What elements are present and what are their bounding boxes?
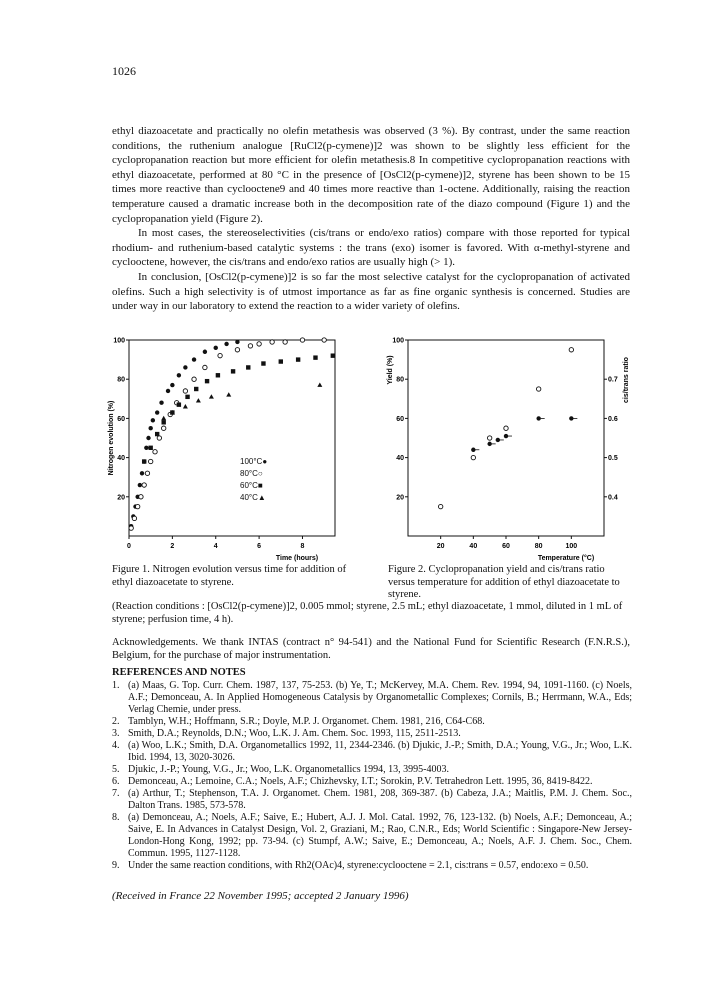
figure-2 bbox=[380, 332, 635, 570]
body-text bbox=[112, 124, 630, 314]
reference-item bbox=[112, 716, 632, 728]
data-point bbox=[132, 516, 136, 520]
reference-item bbox=[112, 764, 632, 776]
data-point bbox=[246, 365, 250, 369]
paragraph-3: In conclusion, [OsCl2(p-cymene)]2 is so far the most selective catalyst for the cyclopropanation of activated olefins. Such a high selectivity is of utmost importance as far as fine organic synthesis is concerned. Studies are under way in our laboratory to extend the reaction to a wider variety of olefins. bbox=[112, 270, 630, 313]
reference-item bbox=[112, 776, 632, 788]
data-point bbox=[144, 446, 148, 450]
reference-text: Djukic, J.-P.; Young, V.G., Jr.; Woo, L.K. Organometallics 1994, 13, 3995-4003. bbox=[128, 764, 449, 775]
reference-text: Smith, D.A.; Reynolds, D.N.; Woo, L.K. J. Am. Chem. Soc. 1993, 115, 2511-2513. bbox=[128, 728, 461, 739]
reference-text: Demonceau, A.; Lemoine, C.A.; Noels, A.F.; Chizhevsky, I.T.; Sorokin, P.V. Tetrahedron Lett. 1995, 36, 8419-8422. bbox=[128, 776, 593, 787]
page-number: 1026 bbox=[112, 64, 136, 78]
x-tick-label: 20 bbox=[436, 543, 445, 550]
y-tick-label: 80 bbox=[117, 376, 125, 384]
y2-tick-label: 0.7 bbox=[608, 376, 618, 384]
data-point bbox=[159, 401, 163, 405]
figure-2-chart bbox=[380, 332, 635, 570]
data-point bbox=[148, 426, 152, 430]
data-point bbox=[331, 353, 335, 357]
data-point bbox=[257, 342, 261, 346]
data-point bbox=[183, 389, 187, 393]
data-point bbox=[226, 392, 231, 396]
y-tick-label: 100 bbox=[113, 337, 125, 345]
x-tick-label: 8 bbox=[300, 543, 305, 550]
legend-40c: 40°C▲ bbox=[240, 493, 266, 502]
data-point bbox=[139, 495, 143, 499]
x-tick-label: 40 bbox=[469, 543, 478, 550]
data-point bbox=[209, 394, 214, 398]
legend-80c: 80°C○ bbox=[240, 469, 263, 478]
data-point bbox=[218, 353, 222, 357]
reference-item bbox=[112, 680, 632, 716]
data-point bbox=[536, 416, 540, 420]
y-tick-label: 60 bbox=[117, 415, 125, 423]
data-point bbox=[231, 369, 235, 373]
reference-number: 7. bbox=[112, 788, 120, 799]
data-point bbox=[313, 355, 317, 359]
y-tick-label: 40 bbox=[117, 455, 125, 463]
data-point bbox=[504, 426, 508, 430]
data-point bbox=[504, 434, 508, 438]
data-point bbox=[261, 361, 265, 365]
x-axis-label: Time (hours) bbox=[275, 555, 319, 562]
references-list bbox=[112, 680, 632, 872]
data-point bbox=[148, 446, 152, 450]
reference-text: (a) Maas, G. Top. Curr. Chem. 1987, 137, 75-253. (b) Ye, T.; McKervey, M.A. Chem. Rev. 1994, 94, 1091-1160. (c) Noels, A.F.; Demonceau, A. In Applied Homogeneous Catalysis by Organometallic Complexes; Cornils, B.; Herrmann, W.A., Eds; Verlag Chemie, under press. bbox=[128, 680, 632, 715]
data-point bbox=[235, 348, 239, 352]
acknowledgements: Acknowledgements. We thank INTAS (contract n° 94-541) and the National Fund for Scientific Research (F.N.R.S.), Belgium, for the purchase of major instrumentation. bbox=[112, 637, 630, 661]
data-point bbox=[166, 389, 170, 393]
y-tick-label: 20 bbox=[117, 494, 125, 502]
data-point bbox=[279, 359, 283, 363]
data-point bbox=[129, 526, 133, 530]
reference-number: 8. bbox=[112, 812, 120, 823]
y2-axis-label: cis/trans ratio bbox=[623, 357, 630, 403]
data-point bbox=[203, 350, 207, 354]
data-point bbox=[185, 395, 189, 399]
data-point bbox=[153, 450, 157, 454]
data-point bbox=[216, 373, 220, 377]
data-point bbox=[248, 344, 252, 348]
x-tick-label: 2 bbox=[170, 543, 175, 550]
x-axis-label: Temperature (°C) bbox=[537, 555, 595, 562]
y2-tick-label: 0.6 bbox=[608, 415, 618, 423]
data-point bbox=[300, 338, 304, 342]
data-point bbox=[161, 420, 165, 424]
data-point bbox=[270, 340, 274, 344]
data-point bbox=[317, 382, 322, 386]
data-point bbox=[235, 340, 239, 344]
data-point bbox=[196, 398, 201, 402]
x-tick-label: 80 bbox=[534, 543, 543, 550]
data-point bbox=[192, 357, 196, 361]
reference-number: 3. bbox=[112, 728, 120, 739]
reference-item bbox=[112, 740, 632, 764]
y-axis-label: Nitrogen evolution (%) bbox=[108, 400, 115, 476]
paragraph-2: In most cases, the stereoselectivities (cis/trans or endo/exo ratios) compare with those reported for typical rhodium- and ruthenium-based catalytic systems : the trans (exo) isomer is favored. With α-methyl-styrene and cyclooctene, however, the cis/trans and endo/exo ratios are usually high (> 1). bbox=[112, 227, 630, 269]
reference-number: 2. bbox=[112, 716, 120, 727]
data-point bbox=[142, 483, 146, 487]
data-point bbox=[155, 432, 159, 436]
reference-text: (a) Arthur, T.; Stephenson, T.A. J. Organomet. Chem. 1981, 208, 369-387. (b) Cabeza, J.A.; Maitlis, P.M. J. Chem. Soc., Dalton Trans. 1985, 573-578. bbox=[128, 788, 632, 811]
received-date: (Received in France 22 November 1995; accepted 2 January 1996) bbox=[112, 890, 409, 902]
figure-2-caption: Figure 2. Cyclopropanation yield and cis/trans ratio versus temperature for addition of ethyl diazoacetate to styrene. bbox=[388, 564, 620, 600]
data-point bbox=[155, 410, 159, 414]
y-tick-label: 60 bbox=[396, 415, 404, 423]
x-tick-label: 100 bbox=[565, 543, 578, 550]
data-point bbox=[177, 402, 181, 406]
data-point bbox=[183, 404, 188, 408]
data-point bbox=[205, 379, 209, 383]
reference-number: 1. bbox=[112, 680, 120, 691]
data-point bbox=[569, 348, 573, 352]
figure-1-legend bbox=[240, 456, 267, 504]
data-point bbox=[536, 387, 540, 391]
reference-number: 6. bbox=[112, 776, 120, 787]
data-point bbox=[322, 338, 326, 342]
data-point bbox=[183, 365, 187, 369]
data-point bbox=[177, 373, 181, 377]
data-point bbox=[146, 436, 150, 440]
data-point bbox=[283, 340, 287, 344]
reference-item bbox=[112, 812, 632, 860]
y-axis-label: Yield (%) bbox=[387, 355, 394, 385]
x-tick-label: 60 bbox=[502, 543, 510, 550]
data-point bbox=[569, 416, 573, 420]
data-point bbox=[157, 436, 161, 440]
data-point bbox=[192, 377, 196, 381]
x-tick-label: 6 bbox=[257, 543, 262, 550]
data-point bbox=[148, 459, 152, 463]
data-point bbox=[471, 455, 475, 459]
data-point bbox=[170, 383, 174, 387]
reference-item bbox=[112, 728, 632, 740]
y-tick-label: 100 bbox=[392, 337, 404, 345]
reference-number: 9. bbox=[112, 860, 120, 871]
y-tick-label: 40 bbox=[396, 455, 404, 463]
data-point bbox=[496, 438, 500, 442]
data-point bbox=[151, 418, 155, 422]
data-point bbox=[203, 365, 207, 369]
figure-1-caption: Figure 1. Nitrogen evolution versus time for addition of ethyl diazoacetate to styrene. bbox=[112, 564, 347, 588]
reference-text: Under the same reaction conditions, with Rh2(OAc)4, styrene:cyclooctene = 2.1, cis:trans = 0.57, endo:exo = 0.50. bbox=[128, 860, 589, 871]
reference-item bbox=[112, 860, 632, 872]
x-tick-label: 4 bbox=[213, 543, 218, 550]
data-point bbox=[194, 387, 198, 391]
reference-item bbox=[112, 788, 632, 812]
figure-1 bbox=[105, 332, 345, 570]
reference-text: (a) Demonceau, A.; Noels, A.F.; Saive, E.; Hubert, A.J. J. Mol. Catal. 1992, 76, 123-132. (b) Noels, A.F.; Demonceau, A.; Saive, E. In Advances in Catalyst Design, Vol. 2, Graziani, M.; Rao, C.N.R., Eds; World Scientific : Singapore-New Jersey-London-Hong Kong, 1992; pp. 73-94. (c) Stumpf, A.W.; Saive, E.; Demonceau, A.; Noels, A.F. J. Chem. Soc., Chem. Commun. 1995, 1127-1128. bbox=[128, 812, 632, 859]
legend-60c: 60°C■ bbox=[240, 481, 263, 490]
figure-1-chart bbox=[105, 332, 345, 570]
reference-text: (a) Woo, L.K.; Smith, D.A. Organometallics 1992, 11, 2344-2346. (b) Djukic, J.-P.; Smith, D.A.; Young, V.G., Jr.; Woo, L.K. Ibid. 1994, 13, 3020-3026. bbox=[128, 740, 632, 763]
reference-number: 4. bbox=[112, 740, 120, 751]
data-point bbox=[487, 436, 491, 440]
data-point bbox=[224, 342, 228, 346]
y-tick-label: 20 bbox=[396, 494, 404, 502]
paragraph-1: ethyl diazoacetate and practically no olefin metathesis was observed (3 %). By contrast, under the same reaction conditions, the ruthenium analogue [RuCl2(p-cymene)]2 was shown to be slightly less efficient for the cyclopropanation reaction but more efficient for olefin metathesis.8 In competitive cyclopropanation reactions with ethyl diazoacetate, performed at 80 °C in the presence of [OsCl2(p-cymene)]2, styrene has been shown to be 15 times more reactive than cyclooctene9 and 40 times more reactive than 1-octene. Additionally, raising the reaction temperature caused a dramatic increase both in the decomposition rate of the diazo compound (Figure 1) and the cyclopropanation yield (Figure 2). bbox=[112, 125, 630, 225]
data-point bbox=[471, 448, 475, 452]
reference-text: Tamblyn, W.H.; Hoffmann, S.R.; Doyle, M.P. J. Organomet. Chem. 1981, 216, C64-C68. bbox=[128, 716, 485, 727]
data-point bbox=[140, 471, 144, 475]
data-point bbox=[161, 426, 165, 430]
legend-100c: 100°C● bbox=[240, 457, 268, 466]
y2-tick-label: 0.5 bbox=[608, 455, 618, 463]
data-point bbox=[161, 416, 166, 420]
data-point bbox=[138, 483, 142, 487]
data-point bbox=[487, 442, 491, 446]
reference-number: 5. bbox=[112, 764, 120, 775]
x-tick-label: 0 bbox=[127, 543, 131, 550]
data-point bbox=[438, 504, 442, 508]
data-point bbox=[296, 357, 300, 361]
data-point bbox=[145, 471, 149, 475]
y-tick-label: 80 bbox=[396, 376, 404, 384]
data-point bbox=[142, 459, 146, 463]
reaction-conditions: (Reaction conditions : [OsCl2(p-cymene)]2, 0.005 mmol; styrene, 2.5 mL; ethyl diazoacetate, 1 mmol, diluted in 1 mL of styrene; perfusion time, 4 h). bbox=[112, 601, 623, 625]
data-point bbox=[214, 346, 218, 350]
y2-tick-label: 0.4 bbox=[608, 494, 618, 502]
data-point bbox=[135, 504, 139, 508]
references-title: REFERENCES AND NOTES bbox=[112, 667, 246, 678]
